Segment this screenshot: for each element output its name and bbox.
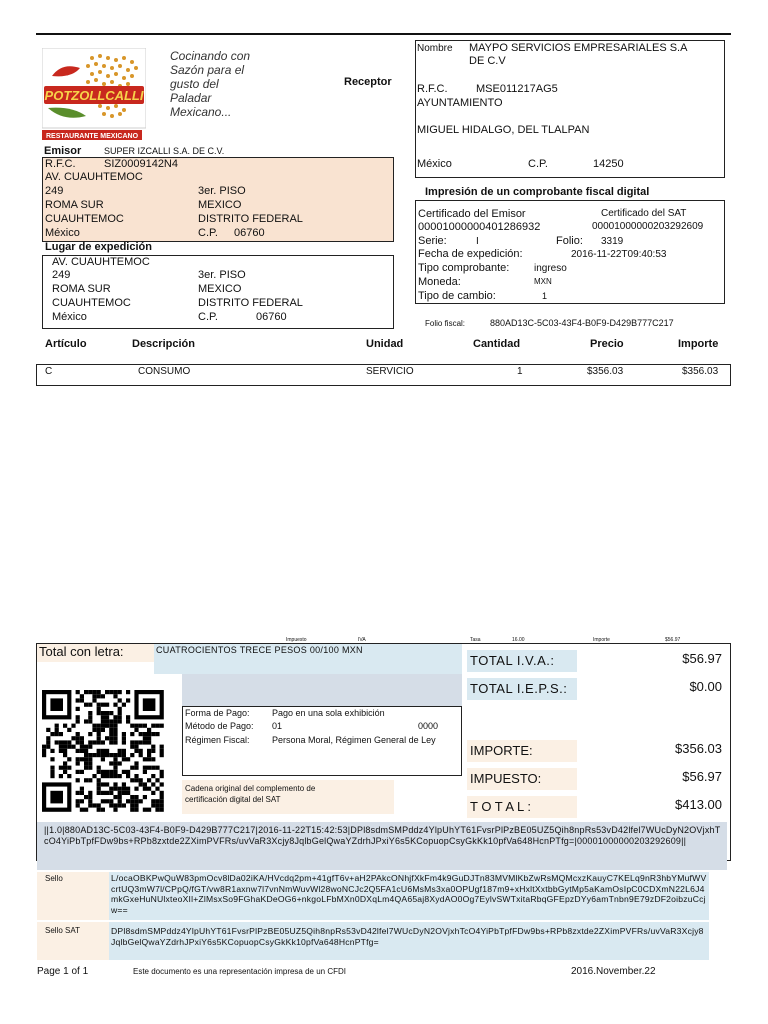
emisor-number: 249 (45, 185, 64, 197)
mini-tasa-value: 16.00 (512, 637, 525, 643)
total-letra-label: Total con letra: (37, 644, 154, 662)
receptor-city: MIGUEL HIDALGO, DEL TLALPAN (417, 124, 590, 136)
lugar-city: MEXICO (198, 283, 242, 295)
metodo-label: Método de Pago: (185, 721, 254, 731)
mini-iva: IVA (358, 637, 366, 643)
receptor-label: Receptor (344, 76, 392, 88)
forma-label: Forma de Pago: (185, 708, 250, 718)
lugar-cp-value: 06760 (256, 311, 287, 323)
emisor-rfc-label: R.F.C. (45, 158, 76, 170)
slogan-line: Paladar (170, 91, 212, 105)
total-label: T O T A L : (467, 796, 577, 818)
total-value: $413.00 (675, 797, 722, 812)
metodo-extra: 0000 (418, 721, 439, 731)
mini-importe: Importe (593, 637, 610, 643)
mini-importe-value: $56.97 (665, 637, 681, 643)
cell-precio: $356.03 (587, 366, 624, 377)
emisor-city: MEXICO (198, 199, 242, 211)
cambio-label: Tipo de cambio: (418, 290, 496, 302)
fecha-value: 2016-11-22T09:40:53 (571, 249, 667, 260)
svg-text:POTZOLLCALLI: POTZOLLCALLI (44, 88, 144, 103)
cambio-value: 1 (542, 291, 548, 301)
emisor-colonia: ROMA SUR (45, 199, 104, 211)
emisor-municipio: CUAUHTEMOC (45, 213, 124, 225)
mini-impuesto: Impuesto (286, 637, 307, 643)
col-header-importe: Importe (678, 338, 719, 350)
emisor-label: Emisor (44, 145, 82, 157)
receptor-nombre-line2: DE C.V (469, 55, 506, 67)
receptor-box (415, 40, 725, 178)
emisor-cp-value: 06760 (234, 227, 265, 239)
lugar-colonia: ROMA SUR (52, 283, 111, 295)
folio-fiscal-label: Folio fiscal: (425, 319, 466, 328)
sello-value: L/ocaOBKPwQuW83pmOcv8lDa02iKA/HVcdq2pm+41gfT6v+aH2PAkcONhjfXkFm4k9GuDJTn83MVMlKbZwRsMQMcxzKauyC7KELq9nR3hbYMufWVcrtUQ3mW7l/CPpQ/fGT/vw8R1axnw7l7vnNmWuvWl28woNCJc2Q5FA1cU6MsMs3xa0OPUgf187m9+xHxltXxtbbGytMp5aKamOsIpC0CDXmN22L6J4mkGxeHuNUlxteoXIl+ZlMsxSo9FGhaKDeOG6+nkgoLFbMXn0DXqLm4QA65aj8XydAO0Og7EylvSWTxitaRbqGFEpzDYy6amTnbn9E79zDF2oibzuCcjw== (111, 873, 707, 915)
sello-label: Sello (37, 872, 109, 920)
emisor-floor: 3er. PISO (198, 185, 246, 197)
serie-label: Serie: (418, 235, 447, 247)
slogan-line: Cocinando con (170, 49, 251, 63)
regimen-label: Régimen Fiscal: (185, 735, 250, 745)
impuesto-label: IMPUESTO: (467, 768, 577, 790)
col-header-unidad: Unidad (366, 338, 404, 350)
footer-date: 2016.November.22 (571, 966, 656, 977)
regimen-value: Persona Moral, Régimen General de Ley (272, 735, 436, 745)
cell-importe: $356.03 (682, 366, 719, 377)
emisor-country: México (45, 227, 80, 239)
metodo-value: 01 (272, 721, 283, 731)
cert-sat-label: Certificado del SAT (601, 208, 687, 219)
receptor-rfc-label: R.F.C. (417, 83, 448, 95)
qr-code (42, 690, 168, 812)
emisor-cp-label: C.P. (198, 227, 218, 239)
iva-label: TOTAL I.V.A.: (467, 650, 577, 672)
lugar-floor: 3er. PISO (198, 269, 246, 281)
cell-cantidad: 1 (517, 366, 523, 377)
lugar-number: 249 (52, 269, 71, 281)
cell-articulo: C (45, 366, 53, 377)
folio-label: Folio: (556, 235, 583, 247)
cert-sat-value: 00001000000203292609 (592, 221, 704, 232)
receptor-country: México (417, 158, 452, 170)
folio-value: 3319 (601, 236, 624, 247)
slogan-line: gusto del (170, 77, 219, 91)
folio-fiscal-value: 880AD13C-5C03-43F4-B0F9-D429B777C217 (490, 318, 674, 328)
emisor-rfc-value: SIZ0009142N4 (104, 158, 178, 170)
col-header-cantidad: Cantidad (473, 338, 521, 350)
total-letra-value: CUATROCIENTOS TRECE PESOS 00/100 MXN (156, 645, 363, 655)
impuesto-value: $56.97 (682, 769, 722, 784)
svg-text:RESTAURANTE MEXICANO: RESTAURANTE MEXICANO (45, 133, 139, 140)
emisor-street: AV. CUAUHTEMOC (45, 171, 143, 183)
cadena-value: ||1.0|880AD13C-5C03-43F4-B0F9-D429B777C217|2016-11-22T15:42:53|DPl8sdmSMPddz4YlpUhYT61FvsrPlPzBE05UZ5Qih8npRs53vD42lfel7WUcDyN2OVjxhTcO4YiPbTpfFDw9bs+RPb8zxtde2ZXimPVFRs/uvVaR3Xcjy8JqlbGelQwaYZdrhJPxiY6s5KCopuopCsyGkKk10pfVa648HcnPTfg=|00001000000203292609|| (44, 825, 721, 846)
mini-tasa: Tasa (470, 637, 481, 643)
ieps-label: TOTAL I.E.P.S.: (467, 678, 577, 700)
receptor-rfc-value: MSE011217AG5 (476, 83, 558, 95)
fecha-label: Fecha de expedición: (418, 248, 523, 260)
ieps-value: $0.00 (689, 679, 722, 694)
cell-unidad: SERVICIO (366, 366, 414, 377)
serie-value: I (476, 236, 479, 247)
receptor-nombre-line1: MAYPO SERVICIOS EMPRESARIALES S.A (469, 42, 688, 54)
receptor-cp-label: C.P. (528, 158, 548, 170)
forma-value: Pago en una sola exhibición (272, 708, 385, 718)
cert-emisor-label: Certificado del Emisor (418, 208, 526, 220)
col-header-precio: Precio (590, 338, 624, 350)
emisor-state: DISTRITO FEDERAL (198, 213, 303, 225)
lugar-country: México (52, 311, 87, 323)
importe-value: $356.03 (675, 741, 722, 756)
cert-emisor-value: 00001000000401286932 (418, 221, 541, 233)
top-rule (36, 33, 731, 35)
moneda-value: MXN (534, 277, 552, 286)
slogan (170, 49, 250, 119)
tipo-label: Tipo comprobante: (418, 262, 510, 274)
footer-note: Este documento es una representación impresa de un CFDI (133, 967, 347, 976)
receptor-nombre-label: Nombre (417, 43, 453, 54)
lugar-label: Lugar de expedición (45, 241, 152, 253)
cadena-label-line1: Cadena original del complemento de (185, 784, 316, 793)
receptor-ayuntamiento: AYUNTAMIENTO (417, 97, 503, 109)
company-logo (42, 48, 146, 140)
col-header-descripcion: Descripción (132, 338, 195, 350)
lugar-street: AV. CUAUHTEMOC (52, 256, 150, 268)
cell-descripcion: CONSUMO (138, 366, 191, 377)
moneda-label: Moneda: (418, 276, 461, 288)
receptor-cp-value: 14250 (593, 158, 624, 170)
slogan-line: Mexicano... (170, 105, 232, 119)
col-header-articulo: Artículo (45, 338, 87, 350)
emisor-name: SUPER IZCALLI S.A. DE C.V. (104, 146, 225, 156)
lugar-cp-label: C.P. (198, 311, 218, 323)
lugar-state: DISTRITO FEDERAL (198, 297, 303, 309)
slogan-line: Sazón para el (170, 63, 245, 77)
page-number: Page 1 of 1 (37, 966, 89, 977)
total-letra-bg-lower (182, 674, 462, 706)
lugar-municipio: CUAUHTEMOC (52, 297, 131, 309)
sello-sat-value: DPl8sdmSMPddz4YlpUhYT61FvsrPlPzBE05UZ5Qih8npRs53vD42lfel7WUcDyN2OVjxhTcO4YiPbTpfFDw9bs+RPb8zxtde2ZXimPVFRs/uvVaR3Xcjy8JqlbGelQwaYZdrhJPxiY6s5KCopuopCsyGkKk10pfVa648HcnPTfg= (111, 926, 704, 947)
importe-label: IMPORTE: (467, 740, 577, 762)
fiscal-title: Impresión de un comprobante fiscal digital (425, 186, 650, 198)
tipo-value: ingreso (534, 263, 567, 274)
cadena-label-line2: certificación digital del SAT (185, 795, 281, 804)
sello-sat-label: Sello SAT (37, 922, 109, 960)
iva-value: $56.97 (682, 651, 722, 666)
